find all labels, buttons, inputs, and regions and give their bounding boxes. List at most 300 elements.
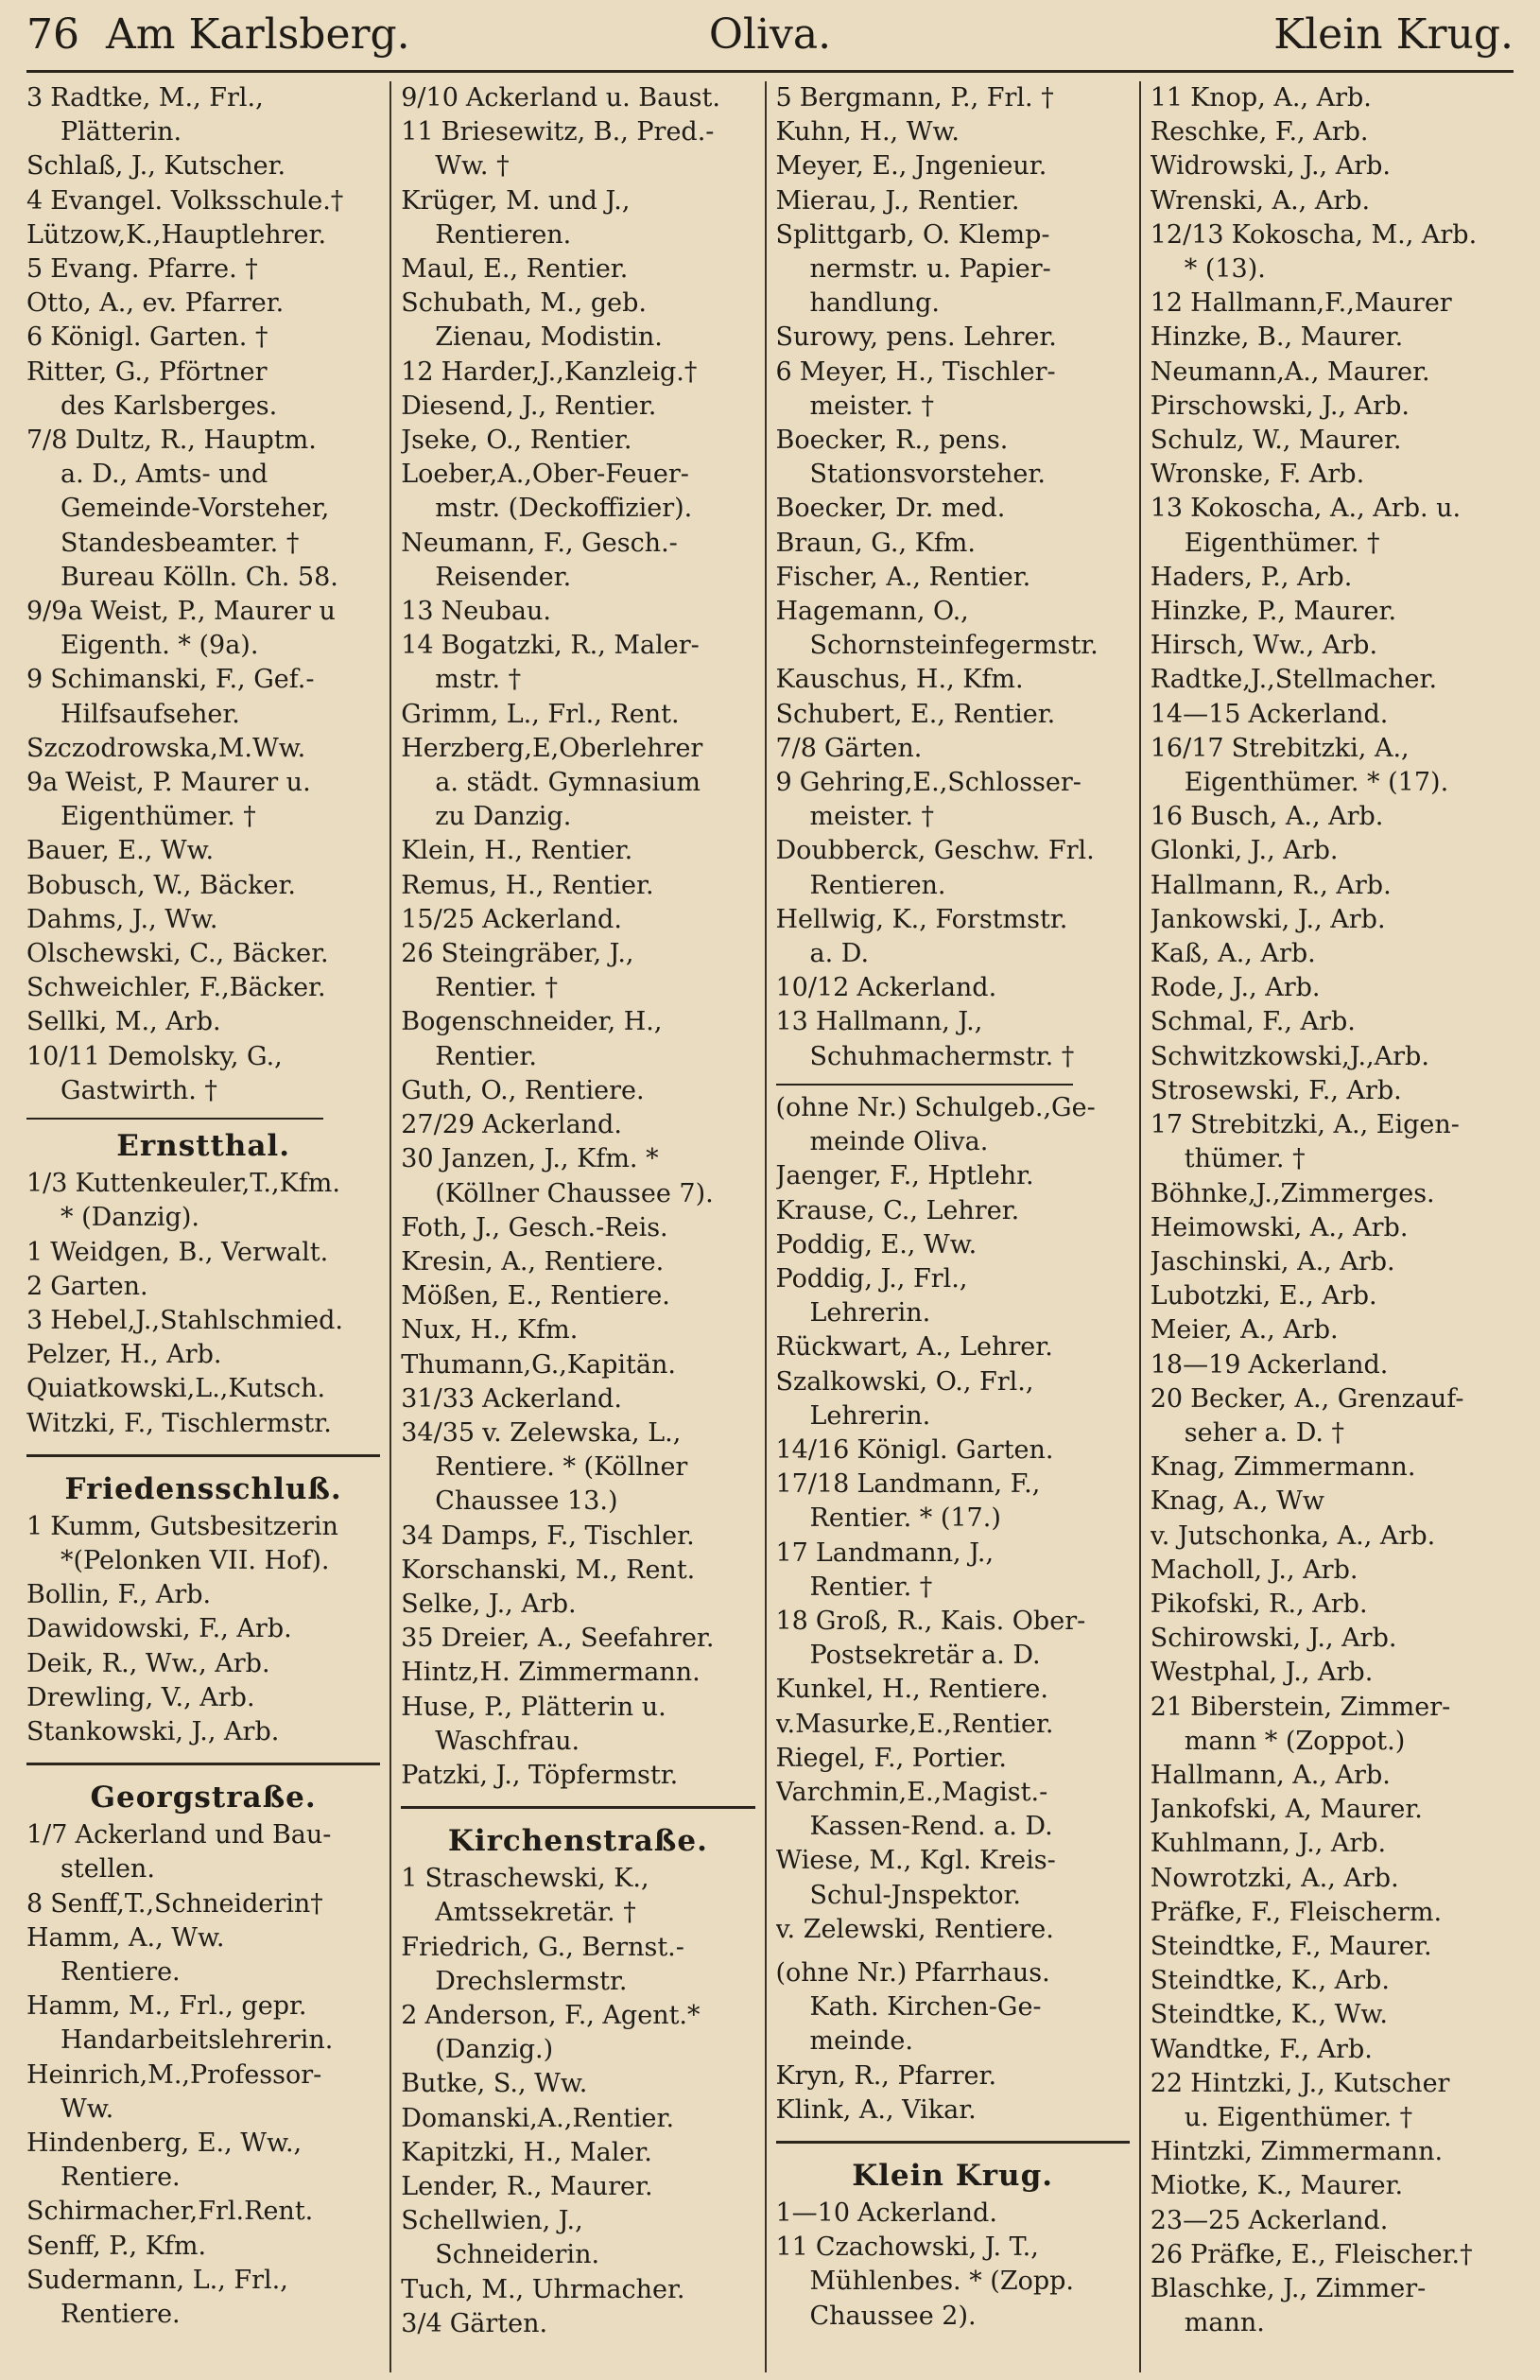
house-number: 5	[26, 254, 43, 285]
directory-entry	[1151, 81, 1504, 115]
directory-entry	[26, 2195, 380, 2229]
entry-continuation	[776, 869, 1130, 903]
directory-entry	[401, 1931, 754, 1965]
entry-continuation	[26, 561, 380, 595]
entry-text: Tuch, M., Uhrmacher.	[401, 2274, 685, 2304]
entry-continuation	[401, 2238, 754, 2272]
directory-entry	[401, 1416, 754, 1451]
entry-text: a. D., Amts- und	[61, 460, 268, 490]
directory-entry	[1151, 1485, 1504, 1519]
directory-entry	[776, 971, 1130, 1005]
house-number: 14	[401, 631, 434, 661]
entry-text: Doubberck, Geschw. Frl.	[775, 836, 1095, 866]
house-number: 15/25	[401, 904, 476, 934]
house-number: 17	[1150, 1110, 1184, 1140]
entry-text: Briesewitz, B., Pred.-	[441, 117, 715, 148]
entry-text: Postsekretär a. D.	[809, 1641, 1041, 1671]
directory-entry	[401, 1313, 754, 1347]
directory-entry	[776, 1913, 1130, 1947]
entry-text: Neumann, F., Gesch.-	[401, 528, 678, 558]
entry-text: Rentier.	[435, 1041, 537, 1071]
entry-continuation	[776, 1639, 1130, 1673]
directory-entry	[26, 1040, 380, 1074]
entry-text: Groß, R., Kais. Ober-	[815, 1606, 1086, 1636]
entry-text: Kumm, Gutsbesitzerin	[50, 1511, 338, 1541]
entry-continuation	[401, 1485, 754, 1519]
entry-text: Ackerland.	[1248, 1349, 1389, 1380]
house-number: 12/13	[1150, 219, 1224, 250]
entry-text: Biberstein, Zimmer-	[1190, 1692, 1451, 1722]
house-number: 3/4	[401, 2308, 442, 2338]
header-center-title: Oliva.	[708, 9, 832, 59]
directory-entry	[26, 1510, 380, 1544]
directory-entry	[776, 903, 1130, 937]
directory-entry	[1151, 390, 1504, 424]
entry-text: Schmal, F., Arb.	[1150, 1007, 1356, 1037]
entry-text: Lehrerin.	[809, 1298, 931, 1329]
house-number: 10/11	[26, 1041, 100, 1071]
house-number: 7/8	[26, 426, 68, 456]
entry-text: Schwitzkowski,J.,Arb.	[1150, 1041, 1429, 1071]
directory-entry	[26, 287, 380, 321]
entry-text: Steindtke, K., Ww.	[1150, 2000, 1388, 2030]
entry-text: Sudermann, L., Frl.,	[26, 2265, 288, 2295]
house-number: 14/16	[775, 1434, 850, 1465]
entry-continuation	[1151, 766, 1504, 800]
directory-entry	[1151, 1348, 1504, 1382]
entry-text: Meyer, E., Jngenieur.	[775, 151, 1047, 182]
directory-entry	[776, 1673, 1130, 1707]
directory-entry	[776, 834, 1130, 868]
directory-entry	[776, 492, 1130, 526]
directory-entry	[26, 1818, 380, 1852]
header-left-title: Am Karlsberg.	[106, 9, 410, 59]
entry-continuation	[1151, 252, 1504, 287]
entry-text: Schul-Jnspektor.	[809, 1880, 1021, 1910]
directory-entry	[776, 356, 1130, 390]
directory-entry	[401, 1588, 754, 1622]
entry-continuation	[776, 1990, 1130, 2024]
directory-entry	[401, 252, 754, 287]
directory-entry	[776, 2059, 1130, 2093]
directory-entry	[401, 1142, 754, 1176]
entry-block	[776, 81, 1130, 1074]
entry-text: Klein, H., Rentier.	[401, 836, 633, 866]
entry-text: Selke, J., Arb.	[401, 1589, 577, 1619]
entry-text: Waschfrau.	[435, 1726, 580, 1756]
directory-entry	[401, 903, 754, 937]
entry-text: Jaschinski, A., Arb.	[1150, 1246, 1395, 1277]
entry-text: Gehring,E.,Schlosser-	[799, 768, 1081, 798]
entry-text: Wiese, M., Kgl. Kreis-	[775, 1846, 1056, 1876]
entry-text: a. D.	[809, 939, 870, 969]
directory-entry	[1151, 1656, 1504, 1690]
entry-continuation	[401, 1451, 754, 1485]
directory-entry	[26, 595, 380, 629]
entry-text: thümer. †	[1184, 1144, 1306, 1174]
house-number: (ohne Nr.)	[775, 1957, 908, 1988]
entry-text: Strosewski, F., Arb.	[1150, 1075, 1402, 1105]
entry-continuation	[776, 1040, 1130, 1074]
entry-text: Strebitzki, A.,	[1231, 733, 1410, 763]
directory-entry	[401, 2204, 754, 2238]
entry-continuation	[776, 2300, 1130, 2334]
entry-text: Hindenberg, E., Ww.,	[26, 2128, 303, 2158]
entry-continuation	[776, 629, 1130, 663]
entry-text: Schirowski, J., Arb.	[1150, 1624, 1397, 1654]
entry-text: seher a. D. †	[1184, 1417, 1345, 1448]
entry-text: stellen.	[61, 1854, 155, 1885]
directory-entry	[776, 698, 1130, 732]
directory-entry	[401, 287, 754, 321]
entry-text: Schweichler, F.,Bäcker.	[26, 973, 326, 1003]
directory-entry	[1151, 492, 1504, 526]
directory-entry	[776, 732, 1130, 766]
entry-text: Neubau.	[441, 597, 551, 627]
directory-entry	[776, 184, 1130, 218]
house-number: 35	[401, 1624, 434, 1654]
house-number: 1	[26, 1237, 43, 1267]
entry-text: handlung.	[809, 288, 940, 319]
directory-entry	[401, 1005, 754, 1039]
house-number: 31/33	[401, 1383, 476, 1414]
columns-container	[26, 81, 1514, 2372]
directory-entry	[1151, 356, 1504, 390]
entry-text: Bollin, F., Arb.	[26, 1580, 212, 1610]
directory-entry	[1151, 1588, 1504, 1622]
entry-continuation	[776, 1502, 1130, 1536]
house-number: 13	[1150, 494, 1184, 524]
entry-text: Hamm, A., Ww.	[26, 1922, 225, 1953]
entry-text: Riegel, F., Portier.	[775, 1743, 1008, 1773]
entry-text: Boecker, Dr. med.	[775, 494, 1006, 524]
directory-entry	[1151, 1382, 1504, 1416]
entry-text: v. Zelewski, Rentiere.	[775, 1914, 1054, 1944]
entry-continuation	[401, 1896, 754, 1930]
directory-entry	[26, 1304, 380, 1338]
directory-entry	[401, 1862, 754, 1896]
section-divider	[776, 1084, 1073, 1086]
entry-text: Foth, J., Gesch.-Reis.	[401, 1212, 668, 1242]
directory-entry	[401, 732, 754, 766]
directory-entry	[776, 527, 1130, 561]
entry-continuation	[1151, 1416, 1504, 1451]
entry-text: Hallmann, J.,	[815, 1007, 983, 1037]
entry-text: Schubert, E., Rentier.	[775, 699, 1056, 729]
entry-text: Eigenth. * (9a).	[61, 631, 259, 661]
house-number: 1	[401, 1864, 418, 1894]
entry-text: Nowrotzki, A., Arb.	[1150, 1863, 1399, 1893]
directory-entry	[26, 321, 380, 355]
directory-entry	[776, 1262, 1130, 1296]
directory-entry	[26, 1407, 380, 1441]
entry-text: meinde Oliva.	[809, 1127, 989, 1157]
house-number: 1—10	[775, 2198, 851, 2228]
entry-continuation	[776, 1125, 1130, 1159]
entry-text: mstr. †	[435, 665, 522, 695]
house-number: 12	[1150, 288, 1184, 319]
entry-continuation	[26, 458, 380, 492]
entry-continuation	[776, 2265, 1130, 2299]
house-number: 3	[26, 1305, 43, 1335]
entry-text: Czachowski, J. T.,	[815, 2232, 1039, 2263]
entry-text: Sellki, M., Arb.	[26, 1007, 221, 1037]
entry-text: Ackerland u. Baust.	[465, 83, 720, 113]
entry-block	[776, 1084, 1130, 1947]
entry-text: Reisender.	[435, 562, 572, 592]
entry-text: Varchmin,E.,Magist.-	[775, 1777, 1048, 1807]
entry-text: Kokoscha, A., Arb. u.	[1190, 494, 1462, 524]
entry-text: Rentier. †	[809, 1572, 933, 1602]
entry-continuation	[26, 2161, 380, 2195]
entry-text: Gärten.	[449, 2308, 548, 2338]
entry-text: Rentiere.	[61, 1956, 181, 1987]
entry-continuation	[401, 1725, 754, 1759]
entry-text: Witzki, F., Tischlermstr.	[26, 1408, 332, 1438]
entry-text: Lubotzki, E., Arb.	[1150, 1281, 1377, 1312]
street-title: Kirchenstraße.	[447, 1824, 708, 1859]
directory-entry	[26, 1715, 380, 1749]
directory-entry	[1151, 834, 1504, 868]
entry-text: u. Eigenthümer. †	[1184, 2102, 1413, 2132]
entry-text: Kuttenkeuler,T.,Kfm.	[75, 1169, 340, 1199]
entry-text: Weist, P. Maurer u.	[65, 768, 311, 798]
street-title: Friedensschluß.	[64, 1471, 342, 1506]
directory-entry	[401, 629, 754, 663]
entry-text: Amtssekretär. †	[435, 1898, 636, 1928]
directory-entry	[776, 149, 1130, 183]
entry-text: Stankowski, J., Arb.	[26, 1716, 280, 1746]
entry-continuation	[1151, 2306, 1504, 2340]
directory-entry	[1151, 1451, 1504, 1485]
entry-text: Senff,T.,Schneiderin†	[50, 1888, 323, 1919]
entry-text: Eigenthümer. * (17).	[1184, 768, 1449, 798]
entry-text: Westphal, J., Arb.	[1150, 1658, 1374, 1688]
directory-entry	[1151, 1862, 1504, 1896]
entry-text: Bobusch, W., Bäcker.	[26, 870, 297, 900]
entry-text: Poddig, J., Frl.,	[775, 1263, 968, 1294]
directory-entry	[26, 937, 380, 971]
house-number: 11	[401, 117, 434, 148]
entry-text: Hebel,J.,Stahlschmied.	[50, 1305, 344, 1335]
house-number: 10/12	[775, 973, 850, 1003]
directory-entry	[401, 2102, 754, 2136]
directory-entry	[26, 834, 380, 868]
entry-text: * (13).	[1184, 254, 1266, 285]
directory-entry	[1151, 1211, 1504, 1245]
entry-text: Dultz, R., Hauptm.	[75, 426, 317, 456]
house-number: 1	[26, 1511, 43, 1541]
directory-entry	[26, 1921, 380, 1955]
entry-text: Grimm, L., Frl., Rent.	[401, 699, 680, 729]
entry-text: Knag, Zimmermann.	[1150, 1452, 1416, 1483]
directory-entry	[1151, 1245, 1504, 1279]
directory-entry	[1151, 1896, 1504, 1930]
entry-text: Rentier. * (17.)	[809, 1503, 1001, 1534]
entry-block	[776, 1956, 1130, 2128]
directory-entry	[401, 937, 754, 971]
directory-entry	[401, 1108, 754, 1142]
entry-text: Ackerland.	[482, 1383, 622, 1414]
entry-text: Mühlenbes. * (Zopp.	[809, 2267, 1074, 2297]
directory-entry	[401, 424, 754, 458]
directory-entry	[1151, 698, 1504, 732]
directory-entry	[26, 184, 380, 218]
entry-text: Pirschowski, J., Arb.	[1150, 391, 1410, 421]
directory-entry	[26, 1887, 380, 1921]
entry-text: Dawidowski, F., Arb.	[26, 1614, 292, 1644]
house-number: 22	[1150, 2068, 1184, 2098]
entry-continuation	[26, 800, 380, 834]
directory-entry	[1151, 1827, 1504, 1861]
entry-text: Drewling, V., Arb.	[26, 1682, 255, 1712]
entry-text: Korschanski, M., Rent.	[401, 1555, 696, 1585]
directory-entry	[1151, 287, 1504, 321]
entry-text: Pikofski, R., Arb.	[1150, 1589, 1368, 1619]
directory-entry	[1151, 2204, 1504, 2238]
entry-text: mann * (Zoppot.)	[1184, 1726, 1406, 1756]
entry-text: Hintz,H. Zimmermann.	[401, 1658, 701, 1688]
house-number: 23—25	[1150, 2205, 1241, 2235]
entry-text: Schellwien, J.,	[401, 2206, 583, 2236]
entry-text: Kryn, R., Pfarrer.	[775, 2060, 997, 2091]
house-number: 11	[775, 2232, 808, 2263]
directory-entry	[26, 1270, 380, 1304]
directory-entry	[401, 698, 754, 732]
entry-text: mann.	[1184, 2308, 1265, 2338]
entry-text: Meier, A., Arb.	[1150, 1315, 1339, 1346]
entry-text: Szalkowski, O., Frl.,	[775, 1366, 1034, 1397]
entry-text: Wandtke, F., Arb.	[1150, 2034, 1373, 2064]
entry-text: Klink, A., Vikar.	[775, 2094, 977, 2125]
entry-text: Weidgen, B., Verwalt.	[50, 1237, 329, 1267]
entry-text: Königl. Garten.	[857, 1434, 1054, 1465]
entry-text: Ritter, G., Pförtner	[26, 356, 268, 387]
entry-text: Präfke, F., Fleischerm.	[1150, 1897, 1443, 1927]
entry-text: Rode, J., Arb.	[1150, 973, 1321, 1003]
entry-continuation	[26, 1074, 380, 1108]
house-number: 20	[1150, 1383, 1184, 1414]
directory-entry	[26, 424, 380, 458]
entry-text: Patzki, J., Töpfermstr.	[401, 1760, 679, 1790]
entry-text: Heinrich,M.,Professor-	[26, 2059, 322, 2090]
directory-entry	[1151, 1177, 1504, 1211]
entry-text: Bureau Kölln. Ch. 58.	[61, 562, 338, 592]
entry-text: Knag, A., Ww	[1150, 1486, 1324, 1517]
entry-continuation	[401, 149, 754, 183]
entry-text: Rentiere.	[61, 2299, 181, 2329]
directory-entry	[776, 766, 1130, 800]
directory-entry	[26, 252, 380, 287]
directory-entry	[26, 356, 380, 390]
house-number: 2	[26, 1271, 43, 1301]
entry-continuation	[401, 2033, 754, 2067]
entry-text: Demolsky, G.,	[107, 1041, 283, 1071]
entry-text: Becker, A., Grenzauf-	[1190, 1383, 1464, 1414]
entry-text: Ackerland.	[1248, 2205, 1389, 2235]
entry-continuation	[776, 252, 1130, 287]
entry-text: des Karlsberges.	[61, 391, 278, 421]
directory-entry	[401, 834, 754, 868]
entry-text: Pelzer, H., Arb.	[26, 1340, 222, 1370]
entry-text: Böhnke,J.,Zimmerges.	[1150, 1178, 1435, 1208]
directory-entry	[401, 2136, 754, 2170]
entry-text: Meyer, H., Tischler-	[799, 356, 1056, 387]
entry-text: v.Masurke,E.,Rentier.	[775, 1709, 1054, 1739]
entry-text: Widrowski, J., Arb.	[1150, 151, 1391, 182]
entry-text: Radtke,J.,Stellmacher.	[1150, 665, 1438, 695]
entry-text: Damps, F., Tischler.	[441, 1520, 695, 1551]
directory-entry	[776, 1468, 1130, 1502]
directory-entry	[26, 1005, 380, 1039]
house-number: 9/9a	[26, 597, 83, 627]
entry-text: Hellwig, K., Forstmstr.	[775, 904, 1068, 934]
directory-entry	[26, 2230, 380, 2264]
entry-text: Gärten.	[823, 733, 923, 763]
house-number: 27/29	[401, 1110, 476, 1140]
directory-entry	[401, 1622, 754, 1656]
page-number: 76	[26, 9, 79, 59]
entry-text: Hinzke, B., Maurer.	[1150, 322, 1404, 353]
entry-text: Schneiderin.	[435, 2240, 600, 2270]
directory-entry	[776, 1365, 1130, 1399]
entry-text: v. Jutschonka, A., Arb.	[1150, 1520, 1436, 1551]
entry-text: Butke, S., Ww.	[401, 2069, 588, 2099]
section-divider	[26, 1118, 323, 1120]
house-number: 18	[775, 1606, 808, 1636]
entry-text: Rentiere.	[61, 2163, 181, 2193]
directory-entry	[1151, 115, 1504, 149]
entry-text: Hallmann, A., Arb.	[1150, 1760, 1391, 1790]
entry-text: meister. †	[809, 391, 935, 421]
entry-text: Splittgarb, O. Klemp-	[775, 219, 1050, 250]
entry-text: Kath. Kirchen-Ge-	[809, 1992, 1042, 2023]
directory-entry	[26, 149, 380, 183]
house-number: 6	[26, 322, 43, 353]
directory-entry	[1151, 218, 1504, 252]
entry-text: Hallmann,F.,Maurer	[1190, 288, 1452, 319]
entry-text: Lützow,K.,Hauptlehrer.	[26, 219, 327, 250]
entry-continuation	[401, 766, 754, 800]
entry-continuation	[26, 629, 380, 663]
entry-text: Gemeinde-Vorsteher,	[61, 494, 330, 524]
entry-text: Dreier, A., Seefahrer.	[441, 1624, 715, 1654]
house-number: 1/7	[26, 1820, 68, 1850]
entry-text: Radtke, M., Frl.,	[50, 83, 264, 113]
entry-text: Blaschke, J., Zimmer-	[1150, 2274, 1427, 2303]
entry-block	[401, 81, 754, 1793]
directory-entry	[1151, 1554, 1504, 1588]
entry-text: Ackerland.	[857, 973, 997, 1003]
entry-text: Domanski,A.,Rentier.	[401, 2103, 675, 2133]
header-rule	[26, 70, 1514, 73]
directory-entry	[26, 1681, 380, 1715]
entry-text: Otto, A., ev. Pfarrer.	[26, 288, 285, 319]
entry-text: * (Danzig).	[61, 1203, 200, 1233]
entry-text: Ackerland.	[857, 2198, 997, 2228]
entry-text: Eigenthümer. †	[1184, 528, 1380, 558]
house-number: 9	[775, 768, 792, 798]
entry-text: Friedrich, G., Bernst.-	[401, 1932, 684, 1962]
entry-continuation	[401, 800, 754, 834]
directory-entry	[26, 1989, 380, 2024]
house-number: 9	[26, 665, 43, 695]
entry-continuation	[26, 2093, 380, 2127]
entry-text: Mierau, J., Rentier.	[775, 185, 1020, 216]
entry-text: Haders, P., Arb.	[1150, 562, 1353, 592]
directory-entry	[26, 218, 380, 252]
directory-entry	[401, 2067, 754, 2101]
